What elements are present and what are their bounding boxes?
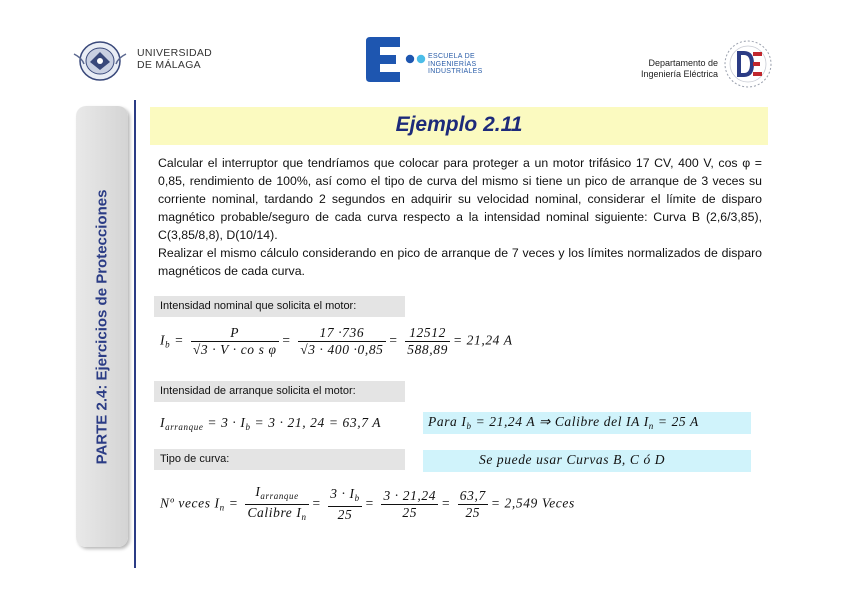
statement-part-1: Calcular el interruptor que tendríamos que colocar para proteger a un motor trifásico 17 CV, 400 V, cos φ = 0,85, rendimiento de 100%, así como el tipo de curva del mismo si tiene un pico de arranque de 3 veces su corriente nominal, tardando 2 segundos en adquirir su velocidad nominal, considerar el límite de disparo magnético probable/seguro de cada curva respecto a la intensidad nominal siguiente: Curva B (2,6/3,85), C(3,85/8,8), D(10/14). <box>158 156 762 242</box>
universidad-malaga-seal-icon <box>72 40 128 82</box>
calibre-result: Para $I_b = 21,24$ A ⇒ Calibre del IA $I_n = 25$ A <box>428 414 699 431</box>
departamento-name: Departamento de Ingeniería Eléctrica <box>640 58 718 79</box>
starting-current-equation: $I_{arranque} = 3 \cdot I_b = 3 \cdot 21$, 24 = 63,7 A <box>160 415 382 432</box>
escuela-ingenierias-name: ESCUELA DE INGENIERÍAS INDUSTRIALES <box>428 53 483 75</box>
section-nominal-label: Intensidad nominal que solicita el motor: <box>154 296 405 317</box>
section-curva-label: Tipo de curva: <box>154 449 405 470</box>
universidad-malaga-name: UNIVERSIDAD DE MÁLAGA <box>137 47 213 71</box>
nominal-current-equation: $I_b$ = $\frac{P}{\text{√3 · V · co s φ}}$ = $\frac{17 \cdot 736}{√3 \cdot 400 \cdot 0,85}$ = $\frac{12512}{588,89}$ = 21,24 A <box>160 325 513 357</box>
header <box>0 0 848 100</box>
page-title: Ejemplo 2.11 <box>395 113 523 136</box>
problem-statement <box>158 154 762 280</box>
departamento-seal-icon <box>722 38 774 90</box>
statement-part-2: Realizar el mismo cálculo considerando en pico de arranque de 7 veces y los límites normalizados de disparo magnéticos de cada curva. <box>158 246 762 278</box>
veces-equation: Nº veces $I_n$ = $\frac{I_{arranque}}{Calibre I_n}$ = $\frac{3 \cdot I_b}{25}$ = $\frac{3 \cdot 21,24}{25}$ = $\frac{63,7}{25}$ = 2,549 Veces <box>160 484 575 522</box>
curves-result: Se puede usar Curvas B, C ó D <box>479 452 666 467</box>
section-label: PARTE 2.4: Ejercicios de Protecciones <box>93 189 111 465</box>
side-divider <box>134 100 136 568</box>
section-arranque-label: Intensidad de arranque solicita el motor: <box>154 381 405 402</box>
